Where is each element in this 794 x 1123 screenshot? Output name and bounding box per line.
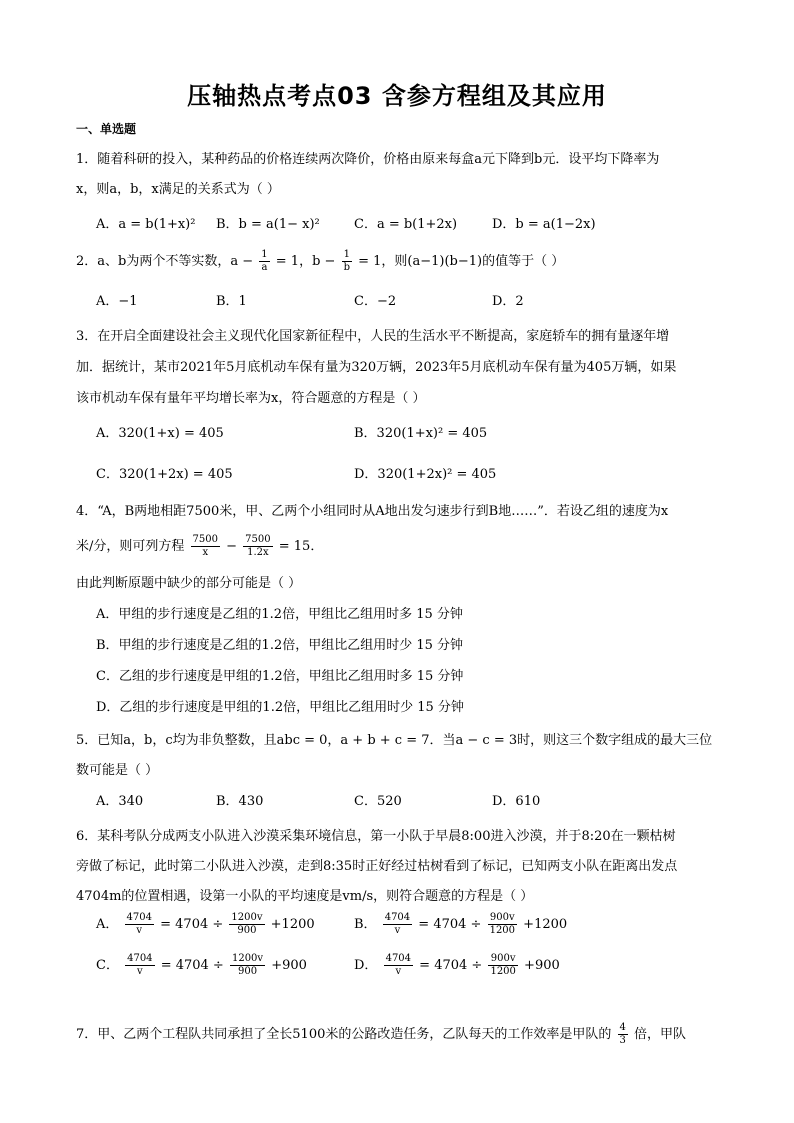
q2-option-a[interactable]: A．−1 (96, 294, 138, 309)
q6-line3: 4704m的位置相遇，设第一小队的平均速度是vm/s，则符合题意的方程是（ ） (76, 889, 534, 904)
q4-option-d[interactable]: D．乙组的步行速度是甲组的1.2倍，甲组比乙组用时少 15 分钟 (96, 700, 464, 715)
q4-line2-prefix: 米/分，则可列方程 (76, 539, 185, 554)
q5-option-a[interactable]: A．340 (96, 794, 144, 809)
q6-line2: 旁做了标记，此时第二小队进入沙漠，走到8:35时正好经过枯树看到了标记，已知两支小队在距离出发点 (76, 859, 678, 874)
q4-line1: 4．“A，B两地相距7500米，甲、乙两个小组同时从A地出发匀速步行到B地……”．若设乙组的速度为x (76, 504, 669, 519)
q2-option-d[interactable]: D．2 (492, 294, 524, 309)
q4-option-a[interactable]: A．甲组的步行速度是乙组的1.2倍，甲组比乙组用时多 15 分钟 (96, 607, 463, 622)
q6-option-a[interactable]: A． $\frac{4704}{v}$ = 4704 ÷ $\frac{1200v}{900}$ +1200 (96, 912, 315, 936)
q1-line2: x，则a，b，x满足的关系式为（ ） (76, 182, 280, 197)
q4-fraction-1: $\frac{7500}{x}$ (192, 534, 218, 558)
q7-prefix: 7．甲、乙两个工程队共同承担了全长5100米的公路改造任务，乙队每天的工作效率是甲队的 (76, 1027, 612, 1042)
q1-option-d[interactable]: D．b = a(1−2x) (492, 217, 596, 232)
q3-line3: 该市机动车保有量年平均增长率为x，符合题意的方程是（ ） (76, 391, 426, 406)
q3-option-a[interactable]: A．320(1+x) = 405 (96, 426, 224, 441)
section-heading: 一、单选题 (76, 122, 137, 136)
q3-line2: 加．据统计，某市2021年5月底机动车保有量为320万辆，2023年5月底机动车保有量为405万辆，如果 (76, 360, 677, 375)
q1-option-a[interactable]: A．a = b(1+x)² (96, 217, 196, 232)
q4-line2-suffix: = 15． (278, 539, 324, 554)
q1-option-b[interactable]: B．b = a(1− x)² (216, 217, 320, 232)
q4-line3: 由此判断原题中缺少的部分可能是（ ） (76, 576, 302, 591)
q5-line1: 5．已知a，b，c均为非负整数，且abc = 0，a + b + c = 7．当a − c = 3时，则这三个数字组成的最大三位 (76, 733, 713, 748)
q4-fraction-2: $\frac{7500}{1.2x}$ (245, 534, 271, 558)
q5-line2: 数可能是（ ） (76, 763, 159, 778)
q2-stem (76, 249, 564, 274)
q5-option-b[interactable]: B．430 (216, 794, 264, 809)
q2-fraction-a: $\frac{1}{a}$ (261, 249, 268, 273)
q6-option-d[interactable]: D． $\frac{4704}{v}$ = 4704 ÷ $\frac{900v}{1200}$ +900 (354, 953, 560, 977)
q3-option-c[interactable]: C．320(1+2x) = 405 (96, 467, 233, 482)
page-title: 压轴热点考点03 含参方程组及其应用 (187, 82, 607, 110)
q4-option-b[interactable]: B．甲组的步行速度是乙组的1.2倍，甲组比乙组用时少 15 分钟 (96, 638, 464, 653)
q3-option-d[interactable]: D．320(1+2x)² = 405 (354, 467, 497, 482)
q2-mid: = 1，b − (275, 254, 336, 269)
q2-suffix: = 1，则(a−1)(b−1)的值等于（ ） (358, 254, 565, 269)
q3-line1: 3．在开启全面建设社会主义现代化国家新征程中，人民的生活水平不断提高，家庭轿车的拥有量逐年增 (76, 329, 670, 344)
q4-line2 (76, 534, 323, 559)
q2-option-b[interactable]: B．1 (216, 294, 247, 309)
q1-line1: 1．随着科研的投入，某种药品的价格连续两次降价，价格由原来每盒a元下降到b元．设平均下降率为 (76, 152, 660, 167)
q2-fraction-b: $\frac{1}{b}$ (343, 249, 350, 273)
q7-suffix: 倍，甲队 (634, 1027, 687, 1042)
q7-line1 (76, 1022, 686, 1047)
q5-option-c[interactable]: C．520 (354, 794, 402, 809)
q3-option-b[interactable]: B．320(1+x)² = 405 (354, 426, 488, 441)
q4-minus: − (226, 539, 238, 554)
q6-option-b[interactable]: B． $\frac{4704}{v}$ = 4704 ÷ $\frac{900v}{1200}$ +1200 (354, 912, 568, 936)
q6-line1: 6．某科考队分成两支小队进入沙漠采集环境信息，第一小队于早晨8:00进入沙漠，并于8:20在一颗枯树 (76, 829, 676, 844)
q4-option-c[interactable]: C．乙组的步行速度是甲组的1.2倍，甲组比乙组用时多 15 分钟 (96, 669, 464, 684)
q2-option-c[interactable]: C．−2 (354, 294, 397, 309)
q2-prefix: 2．a、b为两个不等实数，a − (76, 254, 254, 269)
q6-option-c[interactable]: C． $\frac{4704}{v}$ = 4704 ÷ $\frac{1200v}{900}$ +900 (96, 953, 307, 977)
q7-fraction: $\frac{4}{3}$ (619, 1022, 626, 1046)
q5-option-d[interactable]: D．610 (492, 794, 541, 809)
q1-option-c[interactable]: C．a = b(1+2x) (354, 217, 458, 232)
